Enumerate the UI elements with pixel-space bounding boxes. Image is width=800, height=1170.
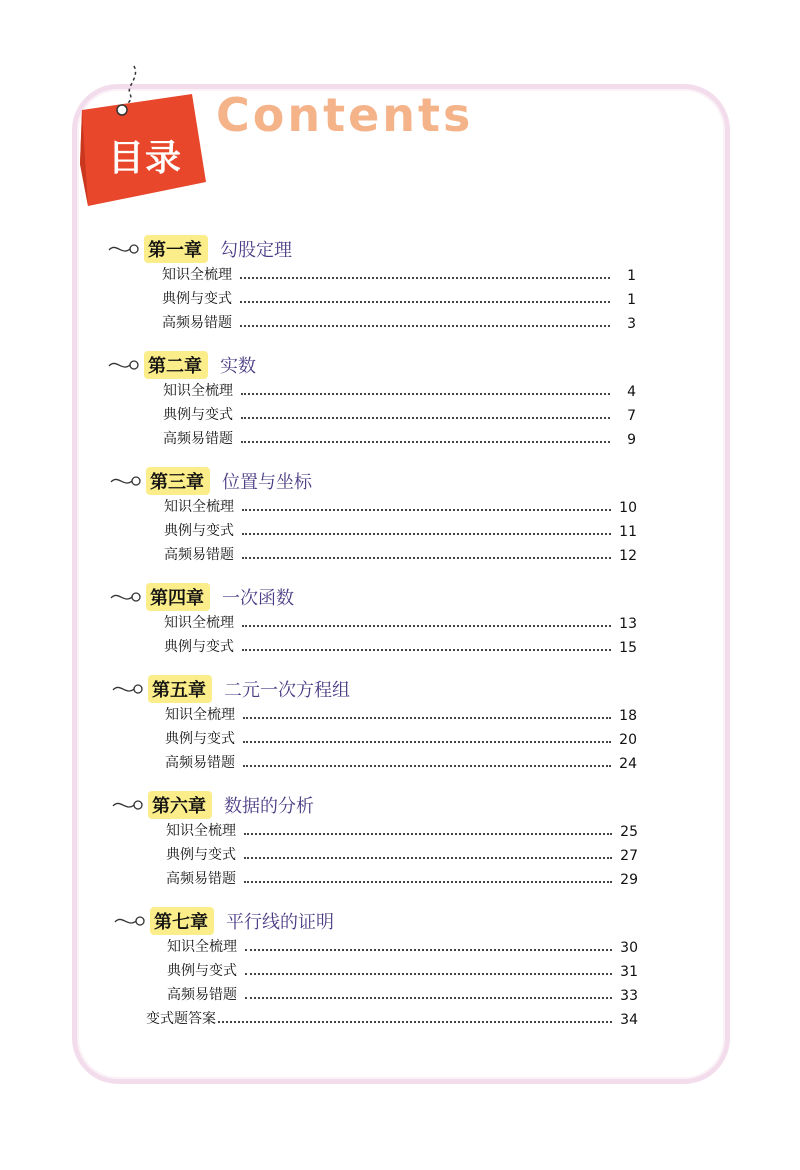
chapter-heading[interactable] bbox=[110, 584, 294, 610]
chapter-number: 第七章 bbox=[150, 907, 214, 935]
dot-leader bbox=[242, 508, 611, 511]
page-number: 20 bbox=[619, 732, 637, 748]
entry-label: 知识全梳理 bbox=[164, 615, 234, 631]
dot-leader bbox=[243, 716, 611, 719]
page-title: 目录 bbox=[108, 138, 183, 179]
page-subtitle: Contents bbox=[216, 88, 474, 142]
entry-label: 知识全梳理 bbox=[163, 383, 233, 399]
dot-leader bbox=[242, 532, 611, 535]
dot-leader bbox=[218, 1020, 612, 1023]
page-number: 4 bbox=[627, 384, 636, 400]
dot-leader bbox=[240, 276, 610, 279]
page-number: 7 bbox=[627, 408, 636, 424]
toc-entry[interactable] bbox=[165, 750, 637, 772]
string-tag-icon bbox=[112, 678, 146, 700]
dot-leader bbox=[242, 624, 611, 627]
page-number: 34 bbox=[620, 1012, 638, 1028]
toc-entry[interactable] bbox=[162, 262, 636, 284]
toc-entry[interactable] bbox=[163, 378, 636, 400]
entry-label: 知识全梳理 bbox=[164, 499, 234, 515]
toc-entry[interactable] bbox=[164, 610, 637, 632]
toc-entry-answers[interactable] bbox=[146, 1006, 638, 1028]
toc-entry[interactable] bbox=[163, 426, 636, 448]
toc-entry[interactable] bbox=[165, 702, 637, 724]
page-number: 10 bbox=[619, 500, 637, 516]
toc-entry[interactable] bbox=[163, 402, 636, 424]
entry-label: 高频易错题 bbox=[167, 987, 237, 1003]
dot-leader bbox=[242, 648, 611, 651]
page-number: 9 bbox=[627, 432, 636, 448]
toc-entry[interactable] bbox=[166, 866, 638, 888]
entry-label: 高频易错题 bbox=[163, 431, 233, 447]
chapter-title: 位置与坐标 bbox=[222, 472, 312, 493]
chapter-title: 一次函数 bbox=[222, 588, 294, 609]
page-number: 29 bbox=[620, 872, 638, 888]
chapter-heading[interactable] bbox=[110, 468, 312, 494]
chapter-title: 数据的分析 bbox=[224, 796, 314, 817]
page-number: 18 bbox=[619, 708, 637, 724]
entry-label: 典例与变式 bbox=[167, 963, 237, 979]
page-number: 27 bbox=[620, 848, 638, 864]
page-number: 33 bbox=[620, 988, 638, 1004]
entry-label: 知识全梳理 bbox=[166, 823, 236, 839]
page-number: 1 bbox=[627, 292, 636, 308]
chapter-number: 第四章 bbox=[146, 583, 210, 611]
chapter-title: 勾股定理 bbox=[220, 240, 292, 261]
chapter-title: 二元一次方程组 bbox=[224, 680, 350, 701]
chapter-number: 第二章 bbox=[144, 351, 208, 379]
entry-label: 典例与变式 bbox=[164, 639, 234, 655]
entry-label: 知识全梳理 bbox=[162, 267, 232, 283]
string-tag-icon bbox=[114, 910, 148, 932]
dot-leader bbox=[245, 996, 612, 999]
toc-entry[interactable] bbox=[162, 286, 636, 308]
entry-label: 高频易错题 bbox=[165, 755, 235, 771]
dot-leader bbox=[242, 556, 611, 559]
dot-leader bbox=[240, 324, 610, 327]
entry-label: 典例与变式 bbox=[162, 291, 232, 307]
chapter-title: 平行线的证明 bbox=[226, 912, 334, 933]
dot-leader bbox=[240, 300, 610, 303]
toc-entry[interactable] bbox=[162, 310, 636, 332]
entry-label: 变式题答案 bbox=[146, 1011, 216, 1027]
entry-label: 高频易错题 bbox=[162, 315, 232, 331]
entry-label: 知识全梳理 bbox=[165, 707, 235, 723]
page-number: 13 bbox=[619, 616, 637, 632]
page-number: 24 bbox=[619, 756, 637, 772]
chapter-heading[interactable] bbox=[108, 236, 292, 262]
entry-label: 知识全梳理 bbox=[167, 939, 237, 955]
toc-entry[interactable] bbox=[167, 958, 638, 980]
entry-label: 典例与变式 bbox=[163, 407, 233, 423]
page-number: 31 bbox=[620, 964, 638, 980]
page-number: 3 bbox=[627, 316, 636, 332]
toc-entry[interactable] bbox=[164, 634, 637, 656]
page-number: 30 bbox=[620, 940, 638, 956]
page-number: 1 bbox=[627, 268, 636, 284]
dot-leader bbox=[243, 764, 611, 767]
page-number: 25 bbox=[620, 824, 638, 840]
chapter-heading[interactable] bbox=[108, 352, 256, 378]
toc-entry[interactable] bbox=[164, 518, 637, 540]
string-tag-icon bbox=[108, 354, 142, 376]
entry-label: 典例与变式 bbox=[166, 847, 236, 863]
toc-entry[interactable] bbox=[164, 542, 637, 564]
chapter-number: 第六章 bbox=[148, 791, 212, 819]
dot-leader bbox=[243, 740, 611, 743]
entry-label: 高频易错题 bbox=[166, 871, 236, 887]
string-tag-icon bbox=[112, 794, 146, 816]
dot-leader bbox=[245, 948, 612, 951]
toc-entry[interactable] bbox=[167, 982, 638, 1004]
page-number: 12 bbox=[619, 548, 637, 564]
page-number: 11 bbox=[619, 524, 637, 540]
chapter-title: 实数 bbox=[220, 356, 256, 377]
dot-leader bbox=[245, 972, 612, 975]
toc-entry[interactable] bbox=[164, 494, 637, 516]
string-tag-icon bbox=[110, 586, 144, 608]
chapter-heading[interactable] bbox=[114, 908, 334, 934]
dot-leader bbox=[241, 416, 610, 419]
chapter-heading[interactable] bbox=[112, 792, 314, 818]
chapter-number: 第五章 bbox=[148, 675, 212, 703]
string-tag-icon bbox=[108, 238, 142, 260]
entry-label: 典例与变式 bbox=[165, 731, 235, 747]
toc-entry[interactable] bbox=[165, 726, 637, 748]
dot-leader bbox=[244, 880, 612, 883]
dot-leader bbox=[241, 392, 610, 395]
dot-leader bbox=[244, 856, 612, 859]
chapter-number: 第一章 bbox=[144, 235, 208, 263]
dot-leader bbox=[241, 440, 610, 443]
toc-entry[interactable] bbox=[166, 842, 638, 864]
toc-entry[interactable] bbox=[167, 934, 638, 956]
toc-entry[interactable] bbox=[166, 818, 638, 840]
entry-label: 典例与变式 bbox=[164, 523, 234, 539]
string-tag-icon bbox=[110, 470, 144, 492]
page-number: 15 bbox=[619, 640, 637, 656]
dot-leader bbox=[244, 832, 612, 835]
chapter-heading[interactable] bbox=[112, 676, 350, 702]
chapter-number: 第三章 bbox=[146, 467, 210, 495]
entry-label: 高频易错题 bbox=[164, 547, 234, 563]
